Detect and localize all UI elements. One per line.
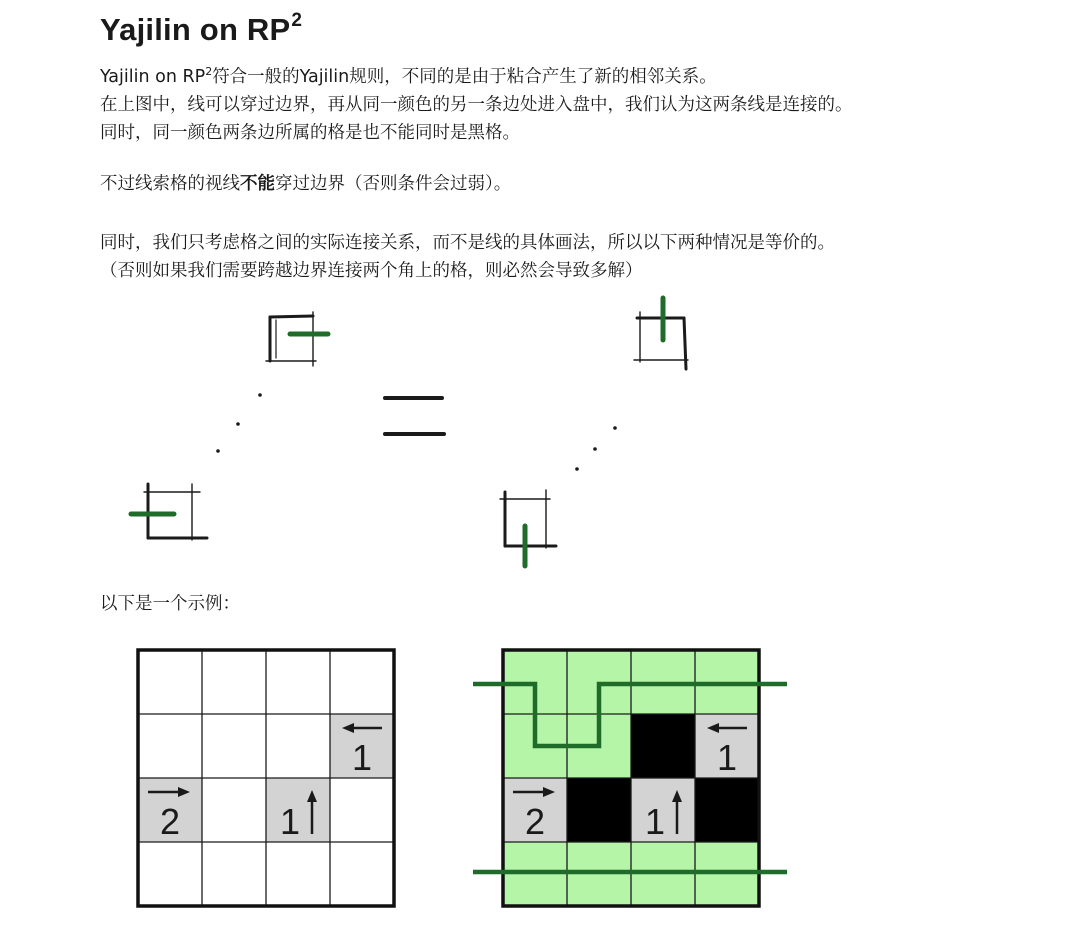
black-cell (631, 714, 695, 778)
clue-number: 1 (644, 801, 666, 842)
dotted-connector-left (216, 393, 262, 453)
clue-number: 2 (159, 801, 181, 842)
clue-number: 1 (351, 737, 373, 778)
clue-number: 2 (524, 801, 546, 842)
sketch-corner-bottom-left (131, 484, 207, 540)
equivalence-line-2: （否则如果我们需要跨越边界连接两个角上的格，则必然会导致多解） (100, 261, 643, 281)
black-cell (567, 778, 631, 842)
sketch-corner-top-left (266, 312, 328, 366)
solution-grid (465, 630, 805, 920)
example-caption: 以下是一个示例： (100, 594, 240, 614)
puzzle-grid (120, 630, 410, 920)
equivalence-line-1: 同时，我们只考虑格之间的实际连接关系，而不是线的具体画法，所以以下两种情况是等价的。 (100, 233, 835, 253)
dotted-connector-right (575, 426, 617, 471)
page-title: Yajilin on $RP^2$ (100, 9, 303, 47)
rules-line-2: 在上图中，线可以穿过边界，再从同一颜色的另一条边处进入盘中，我们认为这两条线是连接的。 (100, 94, 853, 115)
sight-line-paragraph: 不过线索格的视线不能穿过边界（否则条件会过弱）。 (100, 174, 512, 194)
sketch-corner-top-right (634, 298, 688, 369)
emphasis-text: 不能 (240, 174, 275, 194)
rules-line-1: Yajilin on $RP^2$符合一般的Yajilin规则，不同的是由于粘合产生了新的相邻关系。 (100, 65, 717, 87)
equals-sign (385, 398, 444, 434)
clue-number: 1 (716, 737, 738, 778)
clue-number: 1 (279, 801, 301, 842)
black-cell (695, 778, 759, 842)
sketch-corner-bottom-right (500, 490, 556, 566)
rules-line-3: 同时，同一颜色两条边所属的格是也不能同时是黑格。 (100, 122, 520, 143)
